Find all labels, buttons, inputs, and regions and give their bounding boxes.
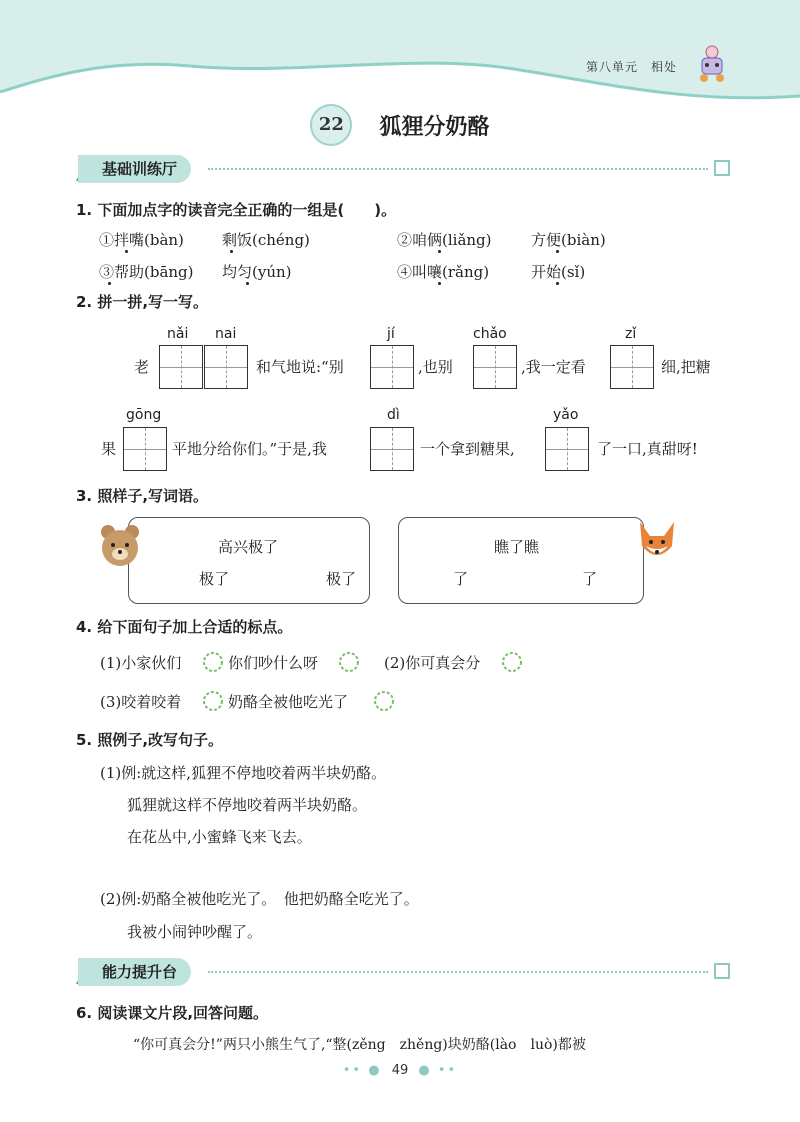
header-wave [0, 0, 800, 110]
unit-label: 第八单元 相处 [586, 60, 678, 74]
q5-task2: 我被小闹钟吵醒了。 [127, 923, 263, 941]
q2-row2-text2: 平地分给你们。”于是,我 [172, 440, 327, 458]
q2-prompt: 2. 拼一拼,写一写。 [76, 293, 209, 311]
pinyin-gong: gōng [126, 407, 162, 423]
q5-prompt: 5. 照例子,改写句子。 [76, 731, 224, 749]
pinyin-ji: jí [387, 326, 395, 342]
pinyin-di: dì [387, 407, 400, 423]
section-advanced [78, 958, 728, 986]
q2-row1-text5: 细,把糖 [661, 358, 711, 376]
emphasis-dot [438, 250, 441, 253]
q1-option-1b: 剩饭(chéng) [222, 231, 310, 249]
section-basic [78, 155, 728, 183]
writing-box[interactable] [545, 427, 589, 471]
pinyin-nai: nai [215, 326, 237, 342]
q3-card2-blank2: 了 [582, 570, 598, 588]
q2-row1-text3: ,也别 [418, 358, 453, 376]
q4-s1b: 你们吵什么呀 [228, 654, 319, 672]
writing-box[interactable] [370, 345, 414, 389]
q5-example1: (1)例:就这样,狐狸不停地咬着两半块奶酪。 [100, 764, 387, 782]
fox-icon [636, 516, 678, 566]
emphasis-dot [108, 282, 111, 285]
q5-example2: (2)例:奶酪全被他吃光了。 他把奶酪全吃光了。 [100, 890, 419, 908]
square-icon [714, 160, 730, 176]
dots-decoration: •• ● [342, 1063, 382, 1078]
writing-box[interactable] [370, 427, 414, 471]
q3-card1-blank1: 极了 [199, 570, 230, 588]
q2-row2-text1: 果 [101, 440, 117, 458]
divider [208, 168, 708, 170]
punctuation-circle-icon[interactable] [201, 689, 225, 713]
punctuation-circle-icon[interactable] [500, 650, 524, 674]
section-basic-title: 基础训练厅 [78, 155, 191, 183]
square-icon [714, 963, 730, 979]
punctuation-circle-icon[interactable] [372, 689, 396, 713]
q1-option-1a: ①拌嘴(bàn) [99, 231, 184, 249]
q5-task1: 在花丛中,小蜜蜂飞来飞去。 [127, 828, 312, 846]
q2-row2-text4: 了一口,真甜呀! [597, 440, 698, 458]
emphasis-dot [246, 282, 249, 285]
writing-box[interactable] [123, 427, 167, 471]
q4-s3: (3)咬着咬着 [100, 693, 182, 711]
q1-option-4a: ④叫嚷(rǎng) [397, 263, 490, 281]
writing-box[interactable] [473, 345, 517, 389]
emphasis-dot [230, 250, 233, 253]
section-advanced-title: 能力提升台 [78, 958, 191, 986]
q3-card2-example: 瞧了瞧 [494, 538, 540, 556]
emphasis-dot [125, 250, 128, 253]
lesson-heading [0, 104, 800, 146]
q6-passage: “你可真会分!”两只小熊生气了,“整(zěng zhěng)块奶酪(lào luò)都被 [133, 1037, 586, 1053]
q4-prompt: 4. 给下面句子加上合适的标点。 [76, 618, 293, 636]
q1-option-3b: 均匀(yún) [222, 263, 292, 281]
q2-row2-text3: 一个拿到糖果, [420, 440, 515, 458]
q3-prompt: 3. 照样子,写词语。 [76, 487, 209, 505]
q2-row1-text4: ,我一定看 [521, 358, 586, 376]
punctuation-circle-icon[interactable] [201, 650, 225, 674]
q3-card1-blank2: 极了 [326, 570, 357, 588]
q2-row1-text1: 老 [134, 358, 150, 376]
dots-decoration: ● •• [418, 1063, 458, 1078]
bear-icon [98, 522, 142, 572]
q4-s3b: 奶酪全被他吃光了 [228, 693, 349, 711]
divider [208, 971, 708, 973]
q3-card2-blank1: 了 [453, 570, 469, 588]
writing-box[interactable] [610, 345, 654, 389]
q1-option-2a: ②咱俩(liǎng) [397, 231, 492, 249]
emphasis-dot [556, 282, 559, 285]
robot-mascot-icon [694, 44, 730, 84]
page-number-row [0, 1063, 800, 1078]
word-card-2 [398, 517, 644, 604]
pinyin-yao: yǎo [553, 407, 579, 423]
pinyin-nai3: nǎi [167, 326, 189, 342]
writing-box[interactable] [159, 345, 203, 389]
q1-option-3a: ③帮助(bāng) [99, 263, 194, 281]
lesson-number: 22 [310, 104, 352, 146]
q1-option-4b: 开始(sǐ) [531, 263, 586, 281]
q6-prompt: 6. 阅读课文片段,回答问题。 [76, 1004, 269, 1022]
q1-prompt: 1. 下面加点字的读音完全正确的一组是( )。 [76, 201, 397, 219]
writing-box[interactable] [204, 345, 248, 389]
q3-card1-example: 高兴极了 [218, 538, 279, 556]
q2-row1-text2: 和气地说:“别 [256, 358, 344, 376]
emphasis-dot [438, 282, 441, 285]
page-number: 49 [391, 1063, 409, 1078]
emphasis-dot [556, 250, 559, 253]
q4-s2: (2)你可真会分 [384, 654, 481, 672]
lesson-title: 狐狸分奶酪 [379, 113, 490, 140]
pinyin-chao: chǎo [473, 326, 507, 342]
punctuation-circle-icon[interactable] [337, 650, 361, 674]
q1-option-2b: 方便(biàn) [531, 231, 606, 249]
q5-example1-answer: 狐狸就这样不停地咬着两半块奶酪。 [127, 796, 368, 814]
pinyin-zi: zǐ [625, 326, 637, 342]
q4-s1: (1)小家伙们 [100, 654, 182, 672]
word-card-1 [128, 517, 370, 604]
